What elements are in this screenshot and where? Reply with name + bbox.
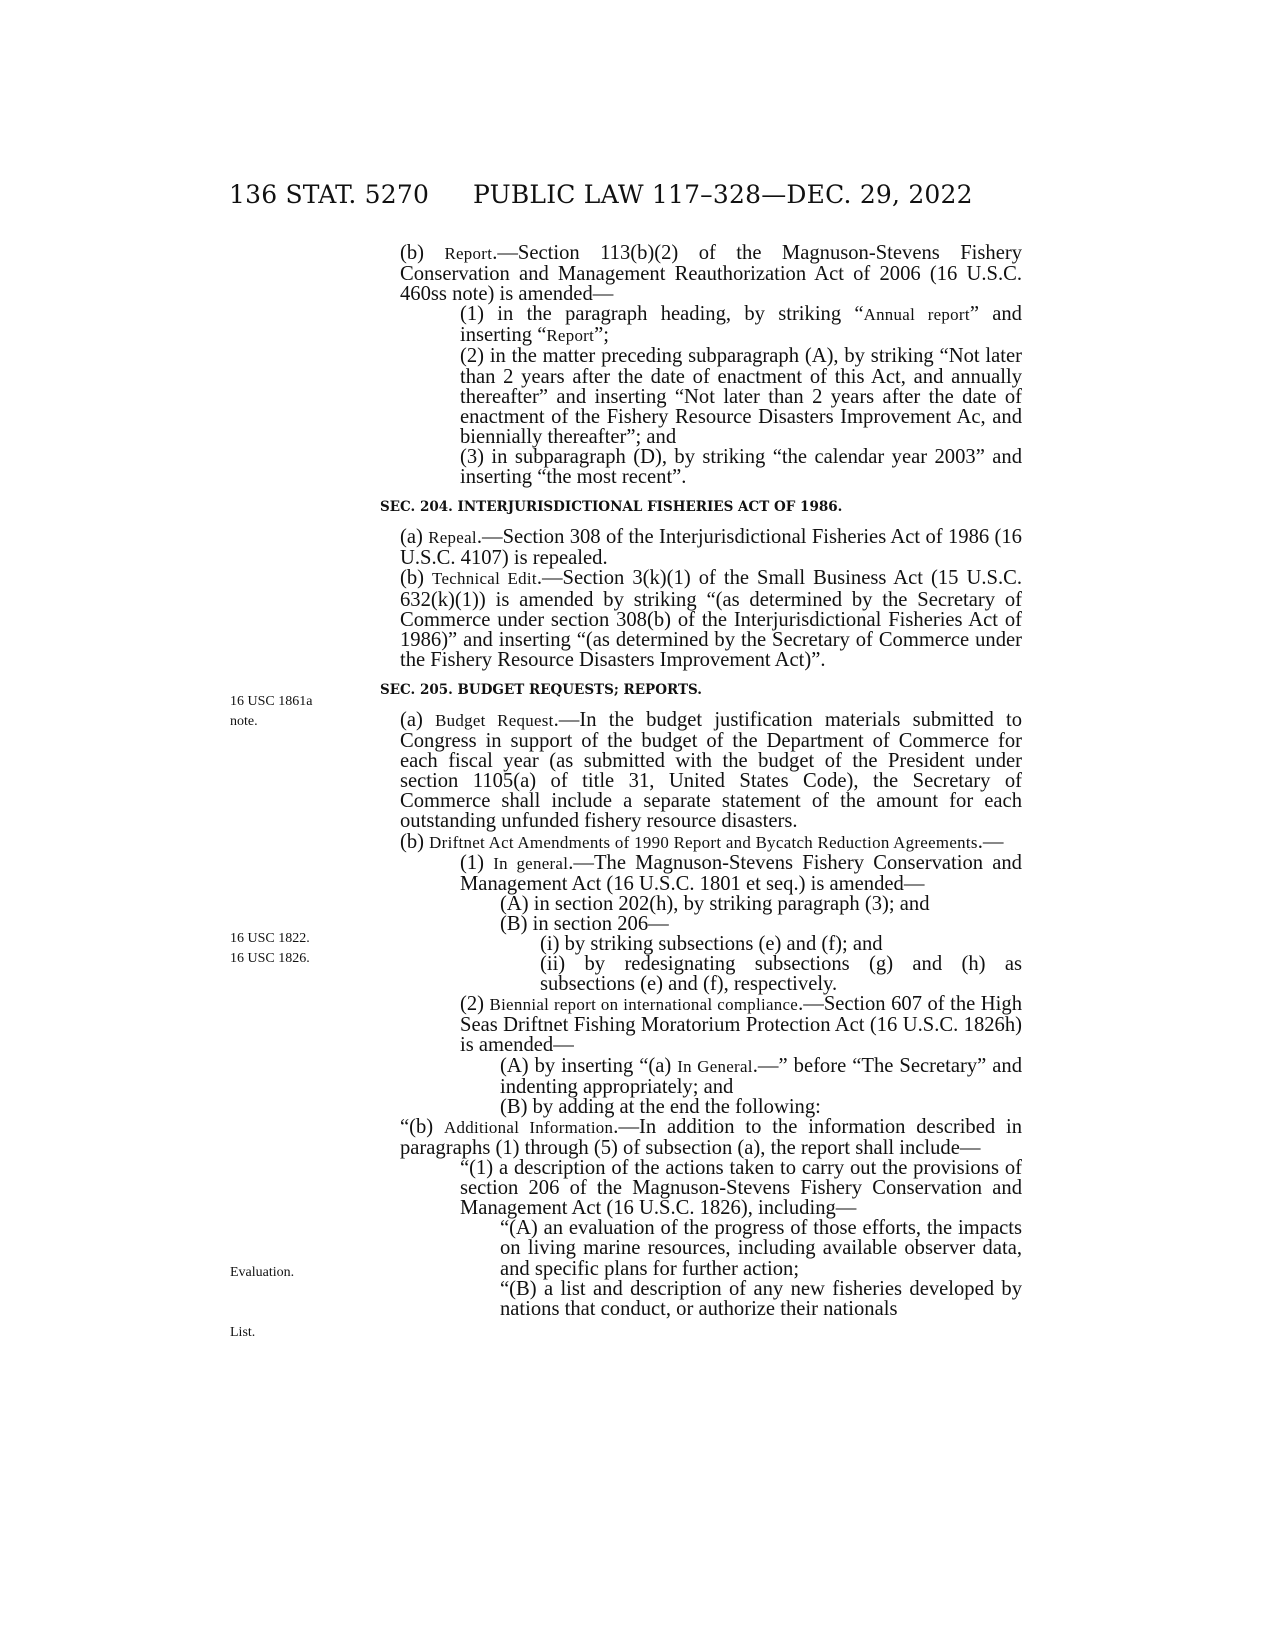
paragraph-2-biennial-report: (2) Biennial report on international compliance.—Section 607 of the High Seas Driftnet Fishing Moratorium Protection Act (16 U.S.C. 1826h) is amended— <box>460 993 1022 1057</box>
statute-page-cite: 136 STAT. 5270 <box>229 180 430 209</box>
margin-note-evaluation: Evaluation. <box>230 1265 295 1280</box>
statute-text-column <box>380 243 1022 1319</box>
margin-note-line: 16 USC 1822. <box>230 931 310 946</box>
subsection-b-report: (b) Report.—Section 113(b)(2) of the Magnuson-Stevens Fishery Conservation and Management Reauthorization Act of 2006 (16 U.S.C. 460ss note) is amended— <box>400 242 1022 306</box>
paragraph-1-heading: (1) in the paragraph heading, by striking “Annual report” and inserting “Report”; <box>460 303 1022 347</box>
paragraph-2: (2) in the matter preceding subparagraph (A), by striking “Not later than 2 years after the date of enactment of this Act, and annually thereafter” and inserting “Not later than 2 years after the date of enactment of the Fishery Resource Disasters Improvement Ac, and biennially thereafter”; and <box>460 345 1022 448</box>
section-204-heading: SEC. 204. INTERJURISDICTIONAL FISHERIES ACT OF 1986. <box>380 499 843 516</box>
quoted-subparagraph-a: “(A) an evaluation of the progress of those efforts, the impacts on living marine resources, including available observer data, and specific plans for further action; <box>500 1217 1022 1280</box>
paragraph-1-in-general: (1) In general.—The Magnuson-Stevens Fishery Conservation and Management Act (16 U.S.C. 1801 et seq.) is amended— <box>460 851 1022 895</box>
subparagraph-a-inserting: (A) by inserting “(a) In General.—” before “The Secretary” and indenting appropriately; and <box>500 1054 1022 1098</box>
public-law-title: PUBLIC LAW 117–328—DEC. 29, 2022 <box>473 180 973 209</box>
subparagraph-b-adding: (B) by adding at the end the following: <box>500 1095 821 1118</box>
margin-note-list: List. <box>230 1325 256 1340</box>
subparagraph-b: (B) in section 206— <box>500 912 669 935</box>
quoted-paragraph-1: “(1) a description of the actions taken to carry out the provisions of section 206 of the Magnuson-Stevens Fishery Conservation and Management Act (16 U.S.C. 1826), including— <box>460 1157 1022 1220</box>
subsection-a-repeal: (a) Repeal.—Section 308 of the Interjurisdictional Fisheries Act of 1986 (16 U.S.C. 4107) is repealed. <box>400 526 1022 570</box>
section-205-heading: SEC. 205. BUDGET REQUESTS; REPORTS. <box>380 681 702 698</box>
paragraph-3: (3) in subparagraph (D), by striking “the calendar year 2003” and inserting “the most recent”. <box>460 445 1022 489</box>
subsection-b-driftnet: (b) Driftnet Act Amendments of 1990 Report and Bycatch Reduction Agreements.— <box>400 830 1004 853</box>
subsection-a-budget-request: (a) Budget Request.—In the budget justification materials submitted to Congress in support of the budget of the Department of Commerce for each fiscal year (as submitted with the budget of the President under section 1105(a) of title 31, United States Code), the Secretary of Commerce shall include a separate statement of the amount for each outstanding unfunded fishery resource disasters. <box>400 708 1023 833</box>
margin-note-line: 16 USC 1826. <box>230 951 310 966</box>
margin-note-usc-1861a <box>230 692 350 732</box>
margin-note-usc-1822-1826 <box>230 929 350 969</box>
quoted-subsection-b: “(b) Additional Information.—In addition to the information described in paragraphs (1) through (5) of subsection (a), the report shall include— <box>400 1115 1023 1159</box>
subparagraph-a: (A) in section 202(h), by striking paragraph (3); and <box>500 892 930 915</box>
subsection-b-technical-edit: (b) Technical Edit.—Section 3(k)(1) of the Small Business Act (15 U.S.C. 632(k)(1)) is amended by striking “(as determined by the Secretary of Commerce under section 308(b) of the Interjurisdictional Fisheries Act of 1986)” and inserting “(as determined by the Secretary of Commerce under the Fishery Resource Disasters Improvement Act)”. <box>400 567 1022 671</box>
margin-note-line: note. <box>230 714 258 729</box>
margin-note-line: 16 USC 1861a <box>230 694 313 709</box>
clause-ii: (ii) by redesignating subsections (g) and (h) as subsections (e) and (f), respectively. <box>540 953 1022 996</box>
quoted-subparagraph-b: “(B) a list and description of any new fisheries developed by nations that conduct, or authorize their nationals <box>500 1277 1022 1320</box>
clause-i: (i) by striking subsections (e) and (f); and <box>540 933 883 955</box>
